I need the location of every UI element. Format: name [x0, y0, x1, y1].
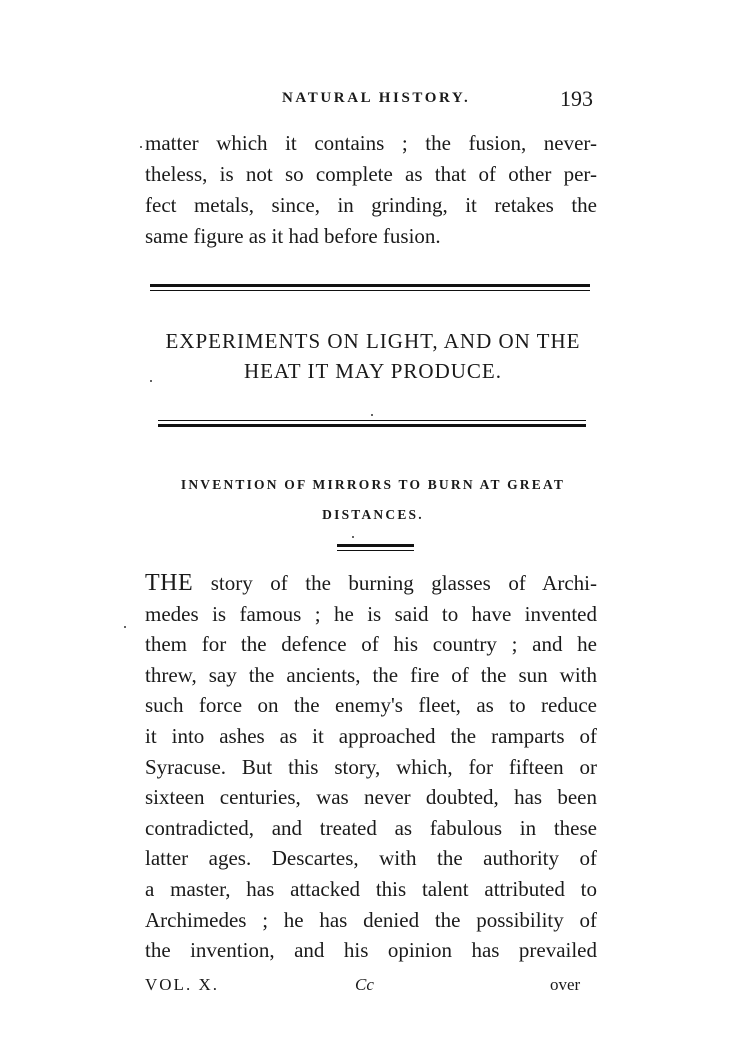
text-line-first [145, 568, 597, 599]
catchword: over [550, 975, 581, 994]
ink-speck [124, 626, 126, 628]
short-rule-thick [337, 544, 414, 547]
section-heading-line: EXPERIMENTS ON LIGHT, AND ON THE [165, 329, 581, 353]
section-heading-line: HEAT IT MAY PRODUCE. [243, 359, 503, 383]
text-line: them for the defence of his country ; and he [145, 632, 597, 657]
continued-paragraph [145, 128, 597, 252]
section-heading [145, 326, 601, 386]
text-line: contradicted, and treated as fabulous in these [145, 815, 597, 840]
ink-speck [352, 536, 354, 538]
opening-word: THE [145, 570, 194, 596]
text-line: same figure as it had before fusion. [145, 224, 441, 248]
first-line-text: story of the burning glasses of Archi- [210, 571, 597, 595]
section-rule-bottom-thin [158, 420, 586, 421]
text-line: Archimedes ; he has denied the possibility of [145, 907, 597, 932]
section-rule-top-thin [150, 290, 590, 291]
sub-heading-line: INVENTION OF MIRRORS TO BURN AT GREAT [180, 477, 566, 492]
section-rule-bottom-thick [158, 424, 586, 427]
short-rule-thin [337, 550, 414, 551]
text-line: fect metals, since, in grinding, it retakes the [145, 193, 597, 217]
sub-heading [145, 470, 601, 530]
text-line: Syracuse. But this story, which, for fifteen or [145, 754, 597, 779]
text-line: medes is famous ; he is said to have invented [145, 601, 597, 626]
text-line: latter ages. Descartes, with the authority of [145, 846, 597, 871]
signature-mark: Cc [355, 975, 374, 994]
page-number: 193 [560, 86, 593, 111]
main-paragraph [145, 568, 597, 966]
text-line: it into ashes as it approached the ramparts of [145, 723, 597, 748]
running-head-title: NATURAL HISTORY. [282, 90, 471, 106]
sub-heading-line: DISTANCES. [322, 507, 424, 522]
ink-speck [140, 146, 142, 148]
text-line: such force on the enemy's fleet, as to reduce [145, 693, 597, 718]
ink-speck [371, 414, 373, 416]
ink-speck [150, 380, 152, 382]
page-footer [0, 975, 750, 1001]
text-line: a master, has attacked this talent attributed to [145, 876, 597, 901]
text-line: matter which it contains ; the fusion, never- [145, 131, 597, 155]
volume-signature: VOL. X. [145, 975, 219, 994]
text-line: sixteen centuries, was never doubted, has been [145, 785, 597, 810]
text-line: theless, is not so complete as that of other per- [145, 162, 597, 186]
running-head [0, 88, 750, 114]
text-line: threw, say the ancients, the fire of the sun with [145, 662, 597, 687]
text-line: the invention, and his opinion has prevailed [145, 938, 597, 963]
section-rule-top-thick [150, 284, 590, 287]
